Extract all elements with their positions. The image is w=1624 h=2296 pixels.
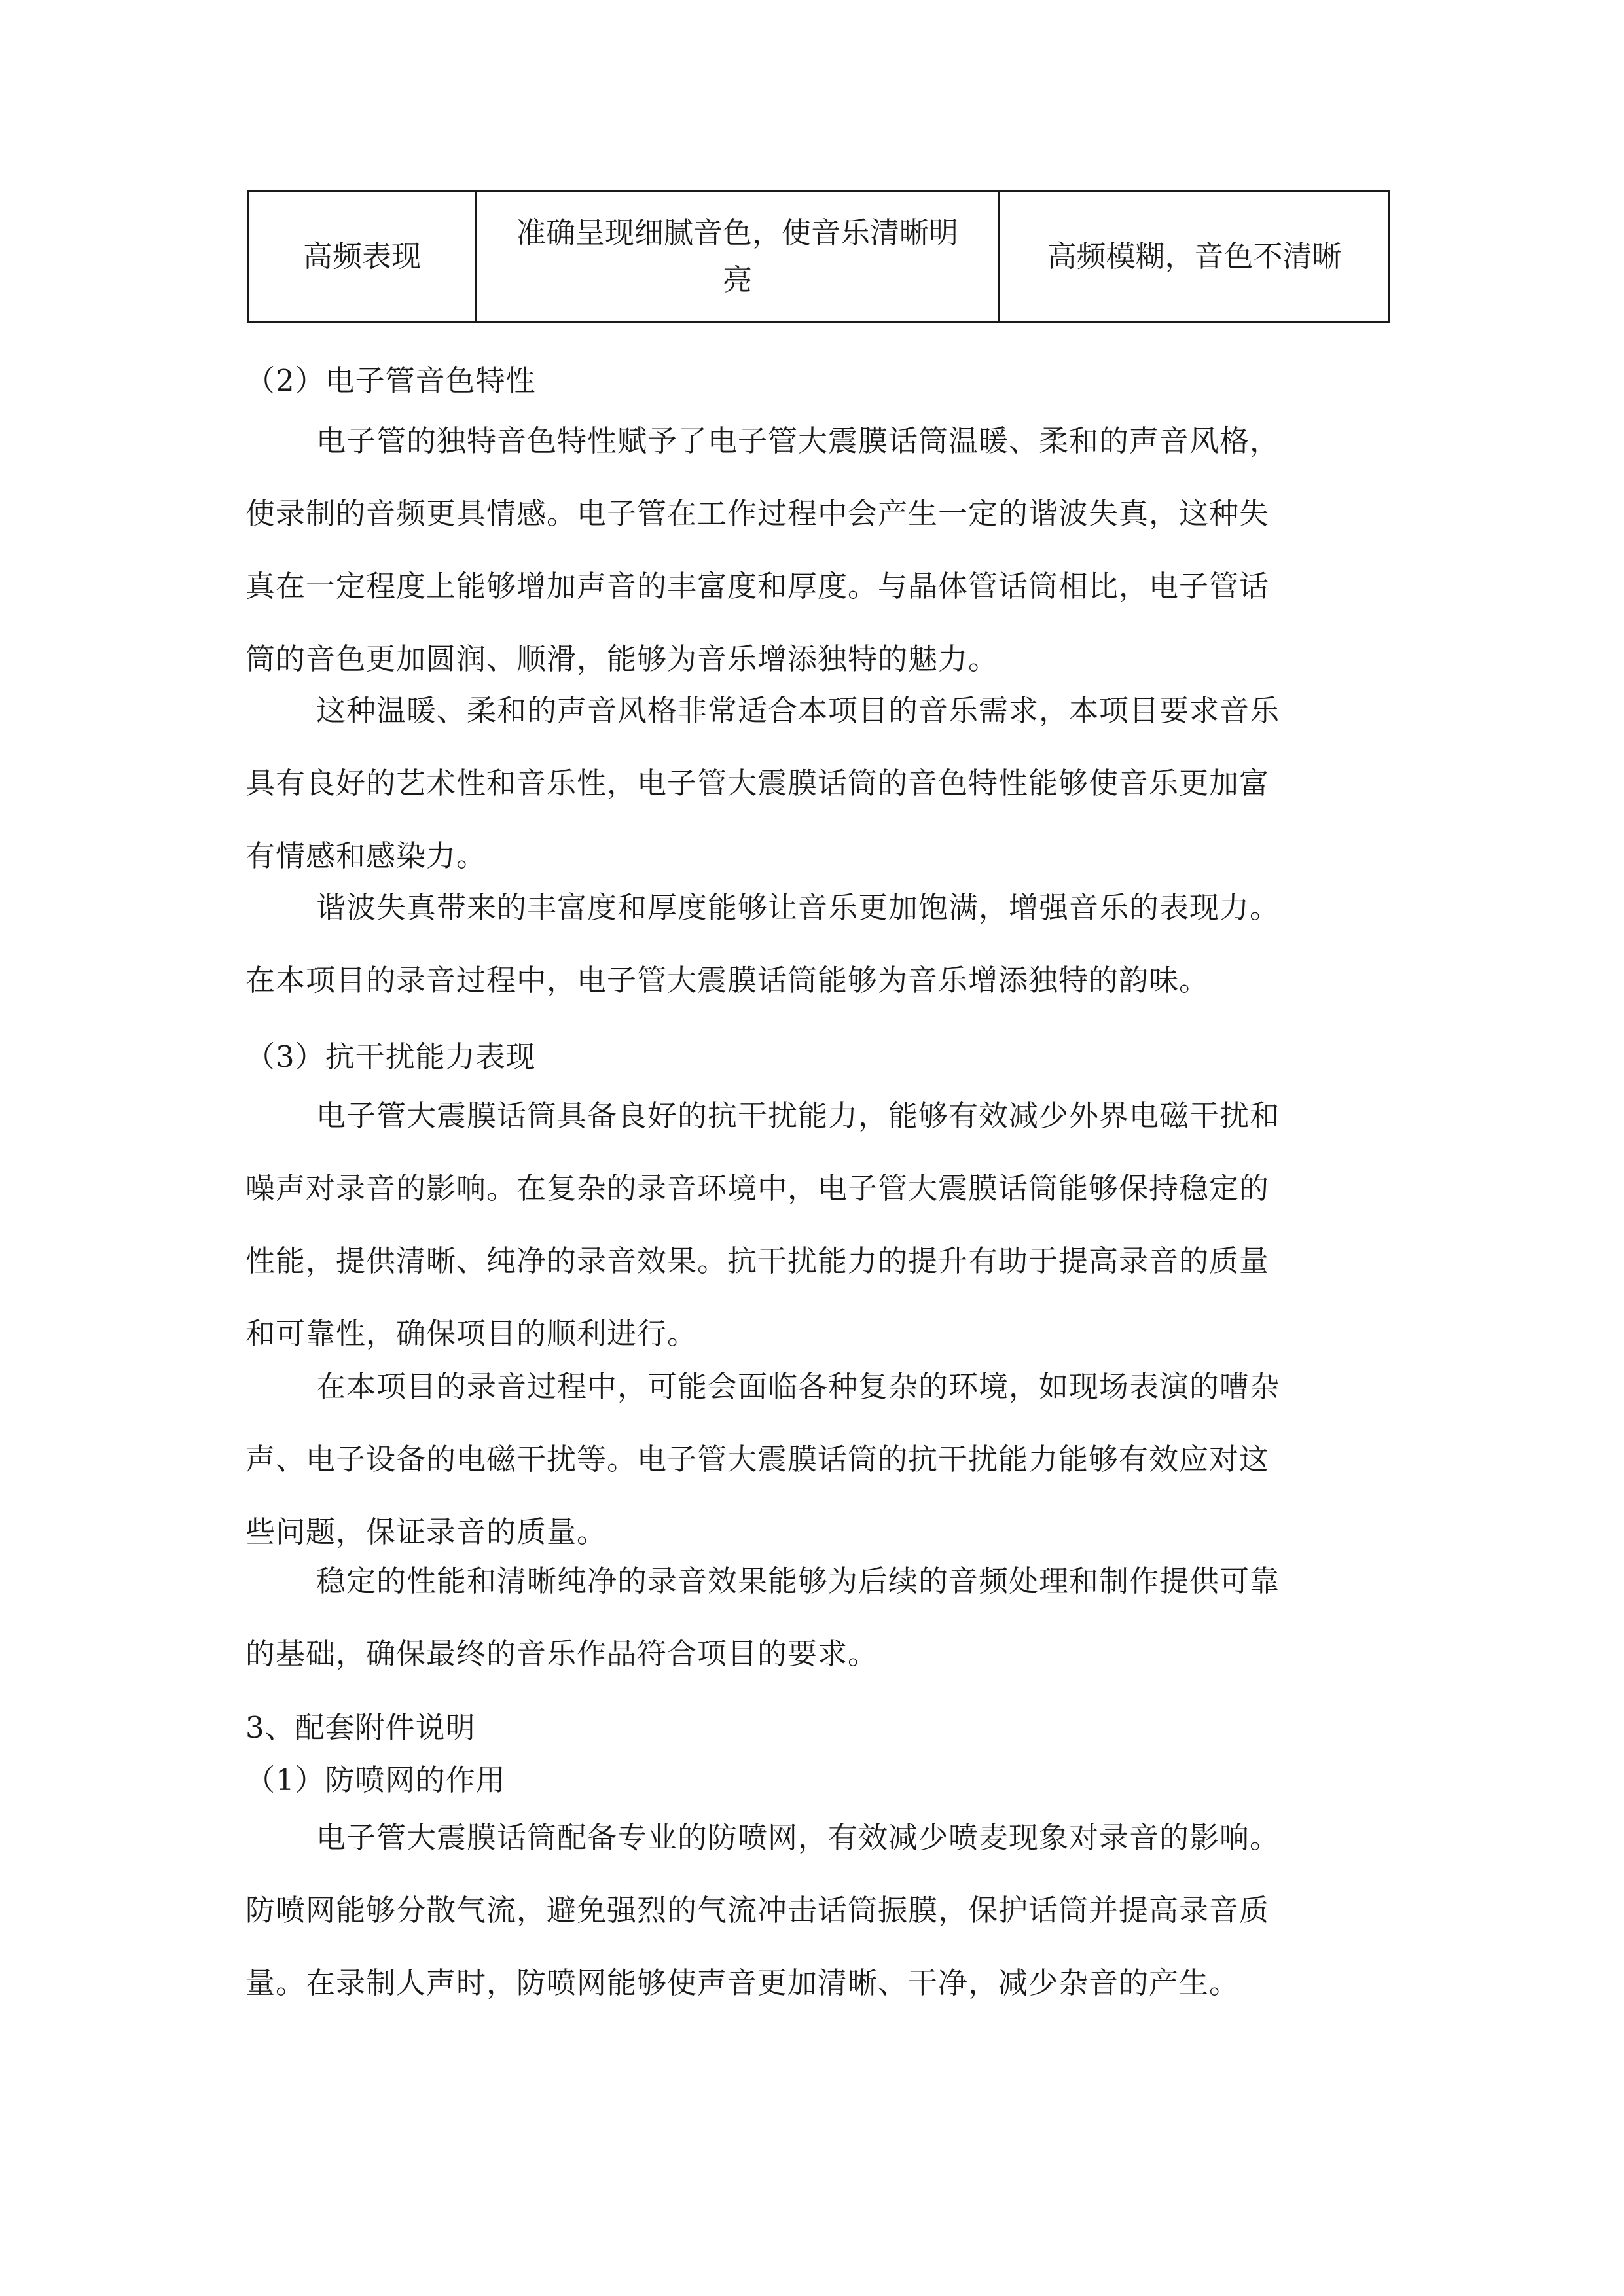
text-line: 电子管大震膜话筒具备良好的抗干扰能力，能够有效减少外界电磁干扰和: [316, 1098, 1280, 1133]
section-heading-interference: （3）抗干扰能力表现: [245, 1039, 536, 1074]
table-row: [249, 191, 1390, 322]
table-cell-label: 高频表现: [249, 191, 476, 322]
table-cell-tube: [476, 191, 1000, 322]
text-line: 在本项目的录音过程中，可能会面临各种复杂的环境，如现场表演的嘈杂: [316, 1369, 1280, 1404]
text-line: 稳定的性能和清晰纯净的录音效果能够为后续的音频处理和制作提供可靠: [316, 1564, 1280, 1598]
text-line: 性能，提供清晰、纯净的录音效果。抗干扰能力的提升有助于提高录音的质量: [245, 1244, 1270, 1278]
text-line: 使录制的音频更具情感。电子管在工作过程中会产生一定的谐波失真，这种失: [245, 496, 1270, 531]
section-heading-tone: （2）电子管音色特性: [245, 363, 536, 398]
paragraph-interference-3: [245, 1545, 1391, 1690]
paragraph-interference-2: [245, 1350, 1391, 1568]
comparison-table: [247, 190, 1390, 323]
text-line: 具有良好的艺术性和音乐性，电子管大震膜话筒的音色特性能够使音乐更加富: [245, 766, 1270, 800]
table-cell-other: 高频模糊，音色不清晰: [1000, 191, 1390, 322]
table-cell-tube-line2: 亮: [722, 262, 752, 297]
text-line: 这种温暖、柔和的声音风格非常适合本项目的音乐需求，本项目要求音乐: [316, 693, 1280, 728]
text-line: 和可靠性，确保项目的顺利进行。: [245, 1316, 698, 1351]
paragraph-interference-1: [245, 1079, 1391, 1370]
paragraph-tone-1: [245, 404, 1391, 695]
section-heading-accessories: 3、配套附件说明: [245, 1710, 476, 1745]
text-line: 些问题，保证录音的质量。: [245, 1515, 607, 1549]
text-line: 在本项目的录音过程中，电子管大震膜话筒能够为音乐增添独特的韵味。: [245, 963, 1210, 997]
text-line: 谐波失真带来的丰富度和厚度能够让音乐更加饱满，增强音乐的表现力。: [316, 890, 1280, 925]
text-line: 真在一定程度上能够增加声音的丰富度和厚度。与晶体管话筒相比，电子管话: [245, 569, 1270, 603]
text-line: 电子管的独特音色特性赋予了电子管大震膜话筒温暖、柔和的声音风格，: [316, 423, 1280, 458]
text-line: 量。在录制人声时，防喷网能够使声音更加清晰、干净，减少杂音的产生。: [245, 1965, 1240, 2000]
text-line: 噪声对录音的影响。在复杂的录音环境中，电子管大震膜话筒能够保持稳定的: [245, 1171, 1270, 1206]
table-cell-tube-line1: 准确呈现细腻音色，使音乐清晰明: [516, 215, 958, 250]
text-line: 防喷网能够分散气流，避免强烈的气流冲击话筒振膜，保护话筒并提高录音质: [245, 1893, 1270, 1928]
text-line: 的基础，确保最终的音乐作品符合项目的要求。: [245, 1636, 878, 1671]
paragraph-pop-filter: [245, 1801, 1391, 2019]
text-line: 电子管大震膜话筒配备专业的防喷网，有效减少喷麦现象对录音的影响。: [316, 1820, 1280, 1855]
section-heading-pop-filter: （1）防喷网的作用: [245, 1763, 506, 1797]
text-line: 筒的音色更加圆润、顺滑，能够为音乐增添独特的魅力。: [245, 641, 999, 676]
paragraph-tone-2: [245, 674, 1391, 892]
text-line: 声、电子设备的电磁干扰等。电子管大震膜话筒的抗干扰能力能够有效应对这: [245, 1442, 1270, 1477]
paragraph-tone-3: [245, 871, 1391, 1016]
text-line: 有情感和感染力。: [245, 838, 487, 873]
